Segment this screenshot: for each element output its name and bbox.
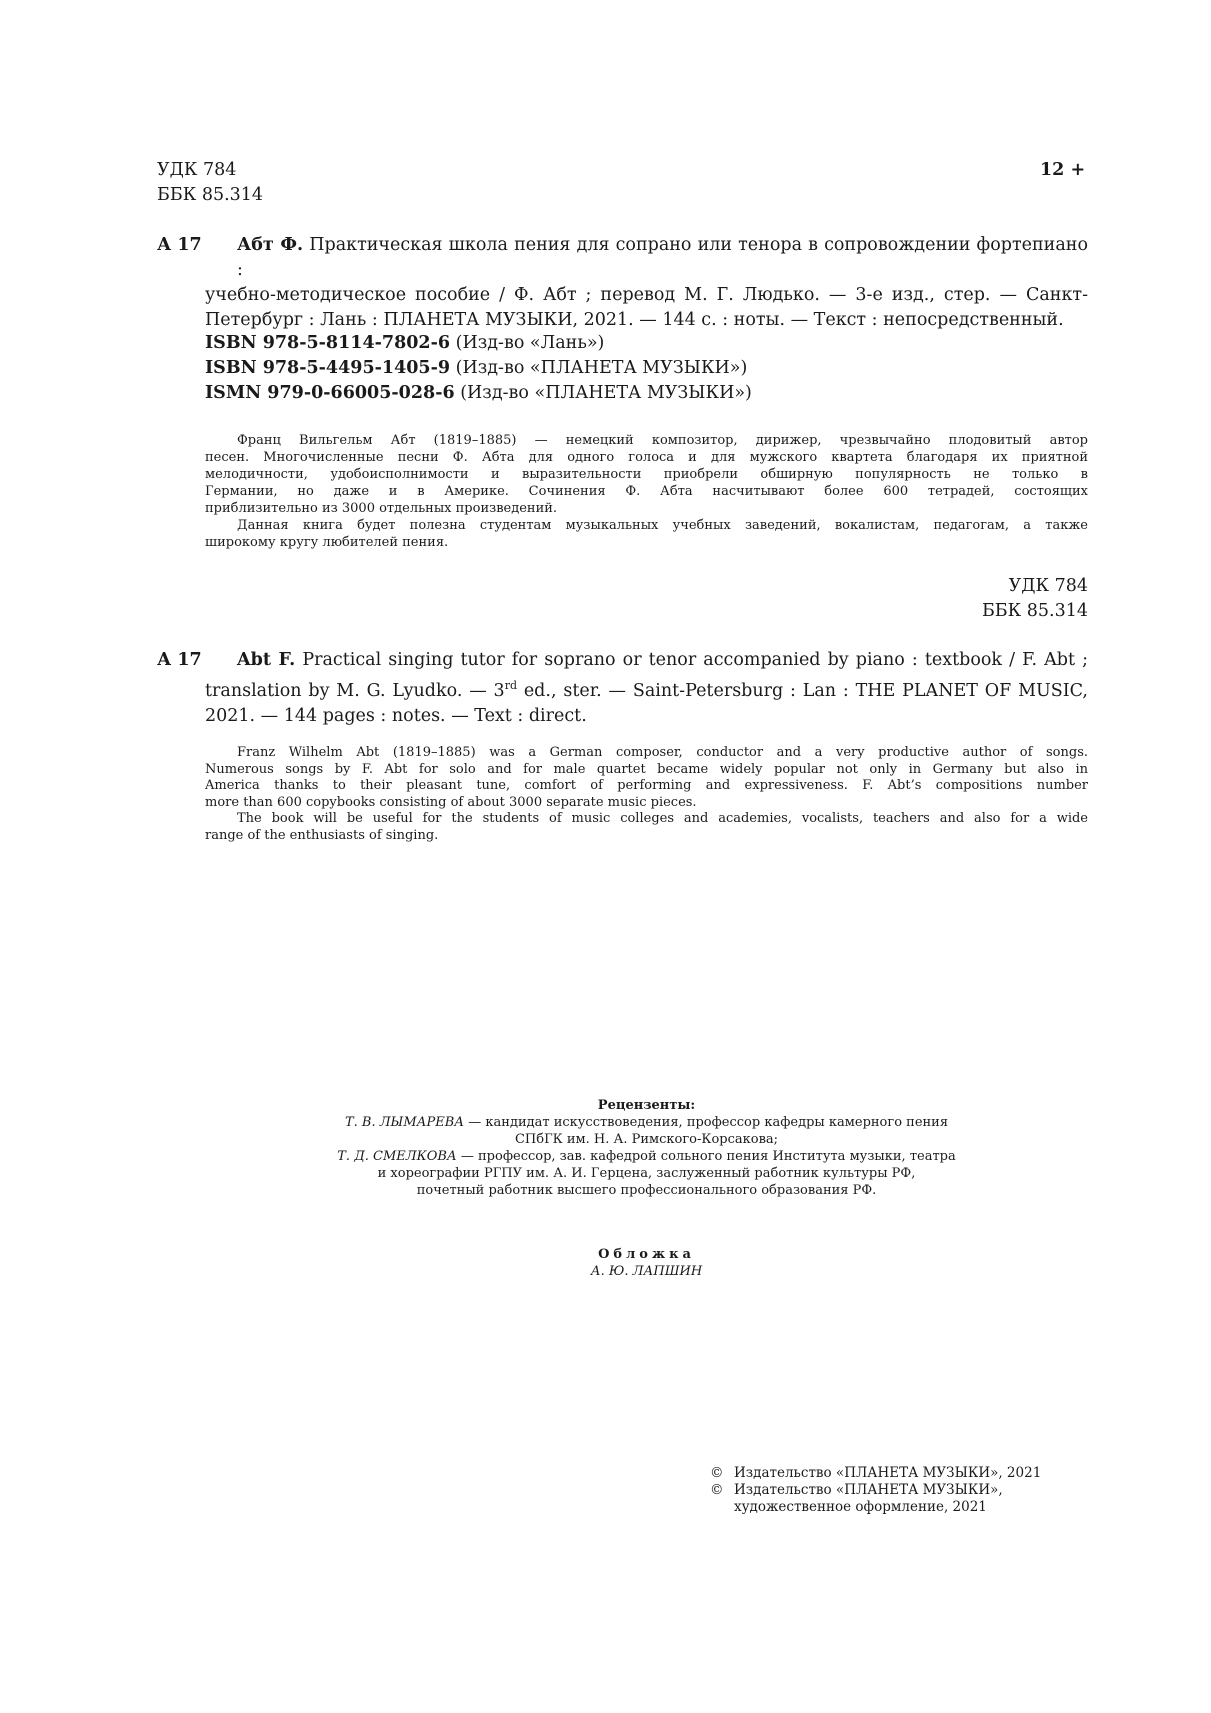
copyright-line: Издательство «ПЛАНЕТА МУЗЫКИ», bbox=[734, 1482, 1003, 1498]
ru-entry-code: А 17 bbox=[157, 235, 202, 255]
ru-bibliographic-entry bbox=[205, 233, 1088, 333]
isbn-line: ISBN 978-5-4495-1405-9 (Изд-во «ПЛАНЕТА МУЗЫКИ») bbox=[205, 358, 748, 378]
reviewers-heading: Рецензенты: bbox=[597, 1098, 696, 1113]
reviewer-2: Т. Д. СМЕЛКОВА — профессор, зав. кафедрой сольного пения Института музыки, театра bbox=[337, 1149, 956, 1164]
en-entry-code: А 17 bbox=[157, 650, 202, 670]
ru-entry-title: Практическая школа пения для сопрано или тенора в сопровождении фортепиано : bbox=[237, 235, 1088, 280]
en-entry-line3: 2021. — 144 pages : notes. — Text : direct. bbox=[205, 705, 587, 726]
age-rating: 12 + bbox=[1040, 160, 1086, 180]
udk-code: УДК 784 bbox=[1008, 576, 1088, 596]
en-annotation: Franz Wilhelm Abt (1819–1885) was a German composer, conductor and a very productive author of songs. Numerous songs by F. Abt for solo and for male quartet became widely popular not only in Germany but also in America thanks to their pleasant tune, comfort of performing and expressiveness. F. Abt’s compositions number more than 600 copybooks consisting of about 3000 separate music pieces. The book will be useful for the students of music colleges and academies, vocalists, teachers and also for a wide range of the enthusiasts of singing. bbox=[205, 745, 1088, 843]
reviewer-1: Т. В. ЛЫМАРЕВА — кандидат искусствоведения, профессор кафедры камерного пения bbox=[344, 1115, 949, 1130]
cover-heading: Обложка bbox=[598, 1247, 695, 1262]
ru-annotation: Франц Вильгельм Абт (1819–1885) — немецкий композитор, дирижер, чрезвычайно плодовитый автор песен. Многочисленные песни Ф. Абта для одного голоса и для мужского квартета благодаря их приятной мелодичности, удобоисполнимости и выразительности приобрели обширную популярность не только в Германии, но даже и в Америке. Сочинения Ф. Абта насчитывают более 600 тетрадей, состоящих приблизительно из 3000 отдельных произведений. Данная книга будет полезна студентам музыкальных учебных заведений, вокалистам, педагогам, а также широкому кругу любителей пения. bbox=[205, 433, 1088, 550]
en-entry-title: Practical singing tutor for soprano or tenor accompanied by piano : textbook / F. Abt ; bbox=[302, 650, 1088, 670]
ru-entry-line2: учебно-методическое пособие / Ф. Абт ; перевод М. Г. Людько. — 3-е изд., стер. — Санкт- bbox=[205, 285, 1088, 305]
reviewers-block: Рецензенты: Т. В. ЛЫМАРЕВА — кандидат искусствоведения, профессор кафедры камерного пения СПбГК им. Н. А. Римского-Корсакова; Т. Д. СМЕЛКОВА — профессор, зав. кафедрой сольного пения Института музыки, театра и хореографии РГПУ им. А. И. Герцена, заслуженный работник культуры РФ, почетный работник высшего профессионального образования РФ. bbox=[205, 1097, 1088, 1199]
isbn-list bbox=[205, 331, 752, 406]
en-entry-line2: translation by M. G. Lyudko. — 3rd ed., ster. — Saint-Petersburg : Lan : THE PLANET OF MUSIC, bbox=[205, 679, 1088, 701]
mid-classification-codes bbox=[888, 574, 1088, 624]
cover-designer: А. Ю. ЛАПШИН bbox=[590, 1264, 703, 1279]
udk-code: УДК 784 bbox=[157, 160, 237, 180]
copyright-line: художественное оформление, 2021 bbox=[734, 1499, 987, 1515]
copyright-icon: © bbox=[710, 1482, 724, 1498]
ru-entry-line3: Петербург : Лань : ПЛАНЕТА МУЗЫКИ, 2021. — 144 с. : ноты. — Текст : непосредственный. bbox=[205, 310, 1064, 330]
copyright-block bbox=[710, 1465, 1041, 1516]
copyright-line: Издательство «ПЛАНЕТА МУЗЫКИ», 2021 bbox=[734, 1465, 1042, 1481]
en-bibliographic-entry bbox=[205, 648, 1088, 729]
copyright-icon: © bbox=[710, 1465, 724, 1481]
cover-credit bbox=[205, 1246, 1088, 1280]
bbk-code: ББК 85.314 bbox=[157, 185, 264, 205]
ru-entry-author: Абт Ф. bbox=[237, 235, 304, 255]
isbn-line: ISBN 978-5-8114-7802-6 (Изд-во «Лань») bbox=[205, 333, 605, 353]
top-classification-codes bbox=[157, 158, 263, 208]
bbk-code: ББК 85.314 bbox=[981, 601, 1088, 621]
ismn-line: ISMN 979-0-66005-028-6 (Изд-во «ПЛАНЕТА МУЗЫКИ») bbox=[205, 383, 752, 403]
en-entry-author: Abt F. bbox=[237, 650, 296, 670]
